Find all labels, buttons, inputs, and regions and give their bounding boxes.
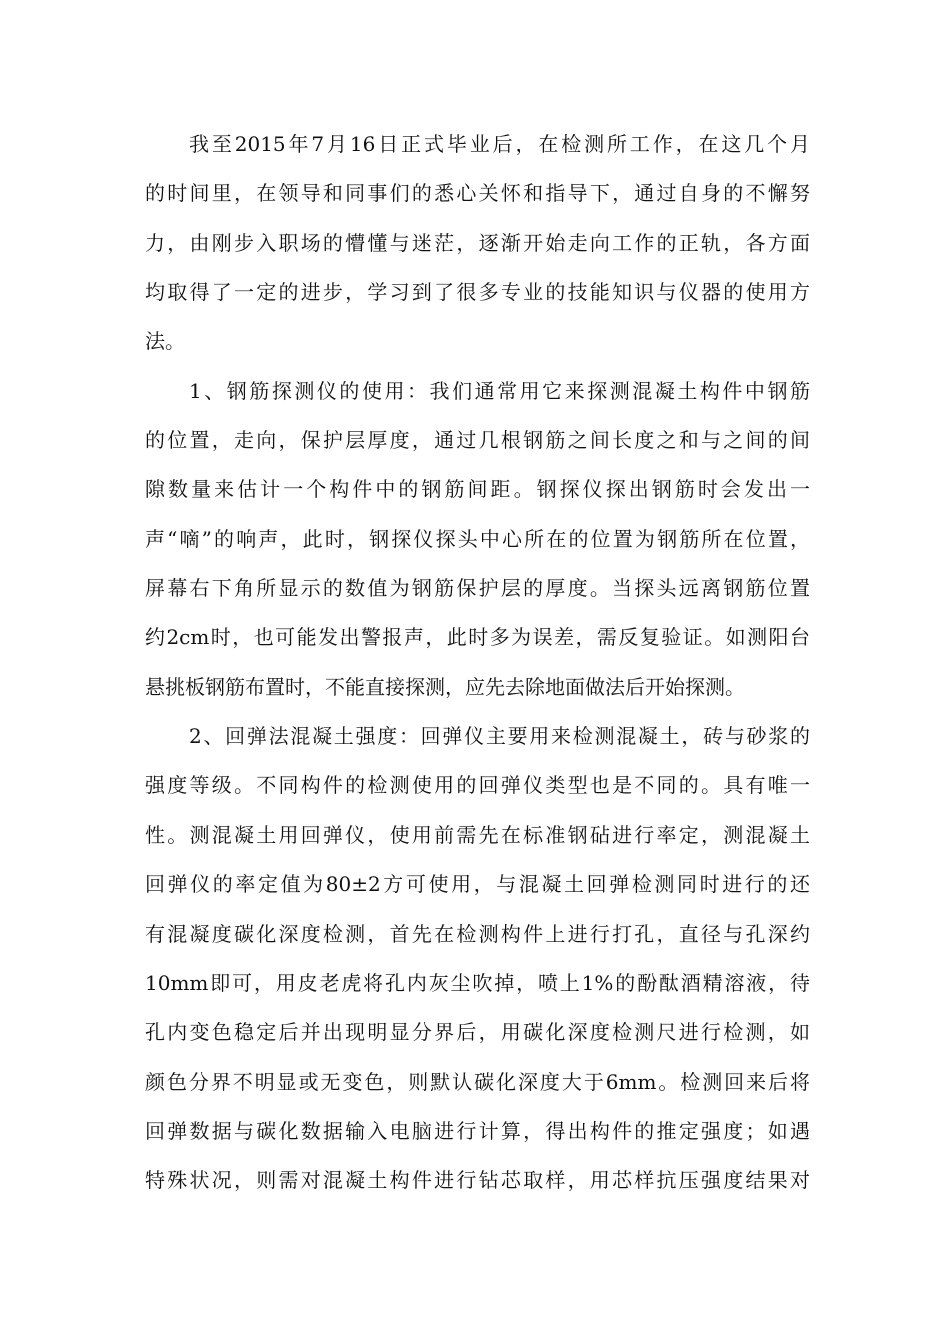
text-line: 强度等级。不同构件的检测使用的回弹仪类型也是不同的。具有唯一 (145, 773, 810, 798)
text-line: 颜色分界不明显或无变色，则默认碳化深度大于6mm。检测回来后将 (145, 1069, 810, 1094)
paragraph-intro (145, 120, 810, 367)
text-line: 法。 (145, 329, 185, 354)
text-line: 特殊状况，则需对混凝土构件进行钻芯取样，用芯样抗压强度结果对 (145, 1168, 810, 1193)
text-line: 10mm即可，用皮老虎将孔内灰尘吹掉，喷上1%的酚酞酒精溶液，待 (145, 970, 810, 995)
text-line: 我至2015年7月16日正式毕业后，在检测所工作，在这几个月 (189, 132, 810, 156)
text-line: 悬挑板钢筋布置时，不能直接探测，应先去除地面做法后开始探测。 (145, 674, 745, 699)
text-line: 隙数量来估计一个构件中的钢筋间距。钢探仪探出钢筋时会发出一 (145, 477, 810, 502)
paragraph-rebound-method (145, 712, 810, 1205)
text-line: 声“嘀”的响声，此时，钢探仪探头中心所在的位置为钢筋所在位置， (145, 526, 810, 551)
text-line: 均取得了一定的进步，学习到了很多专业的技能知识与仪器的使用方 (145, 280, 810, 305)
text-line: 回弹仪的率定值为80±2方可使用，与混凝土回弹检测同时进行的还 (145, 872, 810, 897)
text-line: 2、回弹法混凝土强度：回弹仪主要用来检测混凝土，砖与砂浆的 (189, 724, 810, 749)
text-line: 的时间里，在领导和同事们的悉心关怀和指导下，通过自身的不懈努 (145, 181, 810, 206)
text-line: 1、钢筋探测仪的使用：我们通常用它来探测混凝土构件中钢筋 (189, 378, 810, 403)
text-line: 约2cm时，也可能发出警报声，此时多为误差，需反复验证。如测阳台 (145, 625, 810, 650)
text-line: 力，由刚步入职场的懵懂与迷茫，逐渐开始走向工作的正轨，各方面 (145, 230, 810, 255)
text-line: 有混凝度碳化深度检测，首先在检测构件上进行打孔，直径与孔深约 (145, 921, 810, 946)
text-line: 性。测混凝土用回弹仪，使用前需先在标准钢砧进行率定，测混凝土 (145, 822, 810, 847)
text-line: 的位置，走向，保护层厚度，通过几根钢筋之间长度之和与之间的间 (145, 428, 810, 453)
text-line: 屏幕右下角所显示的数值为钢筋保护层的厚度。当探头远离钢筋位置 (145, 576, 810, 601)
text-line: 孔内变色稳定后并出现明显分界后，用碳化深度检测尺进行检测，如 (145, 1020, 810, 1045)
text-line: 回弹数据与碳化数据输入电脑进行计算，得出构件的推定强度；如遇 (145, 1118, 810, 1143)
paragraph-rebar-detector (145, 367, 810, 712)
document-body (145, 120, 810, 1206)
